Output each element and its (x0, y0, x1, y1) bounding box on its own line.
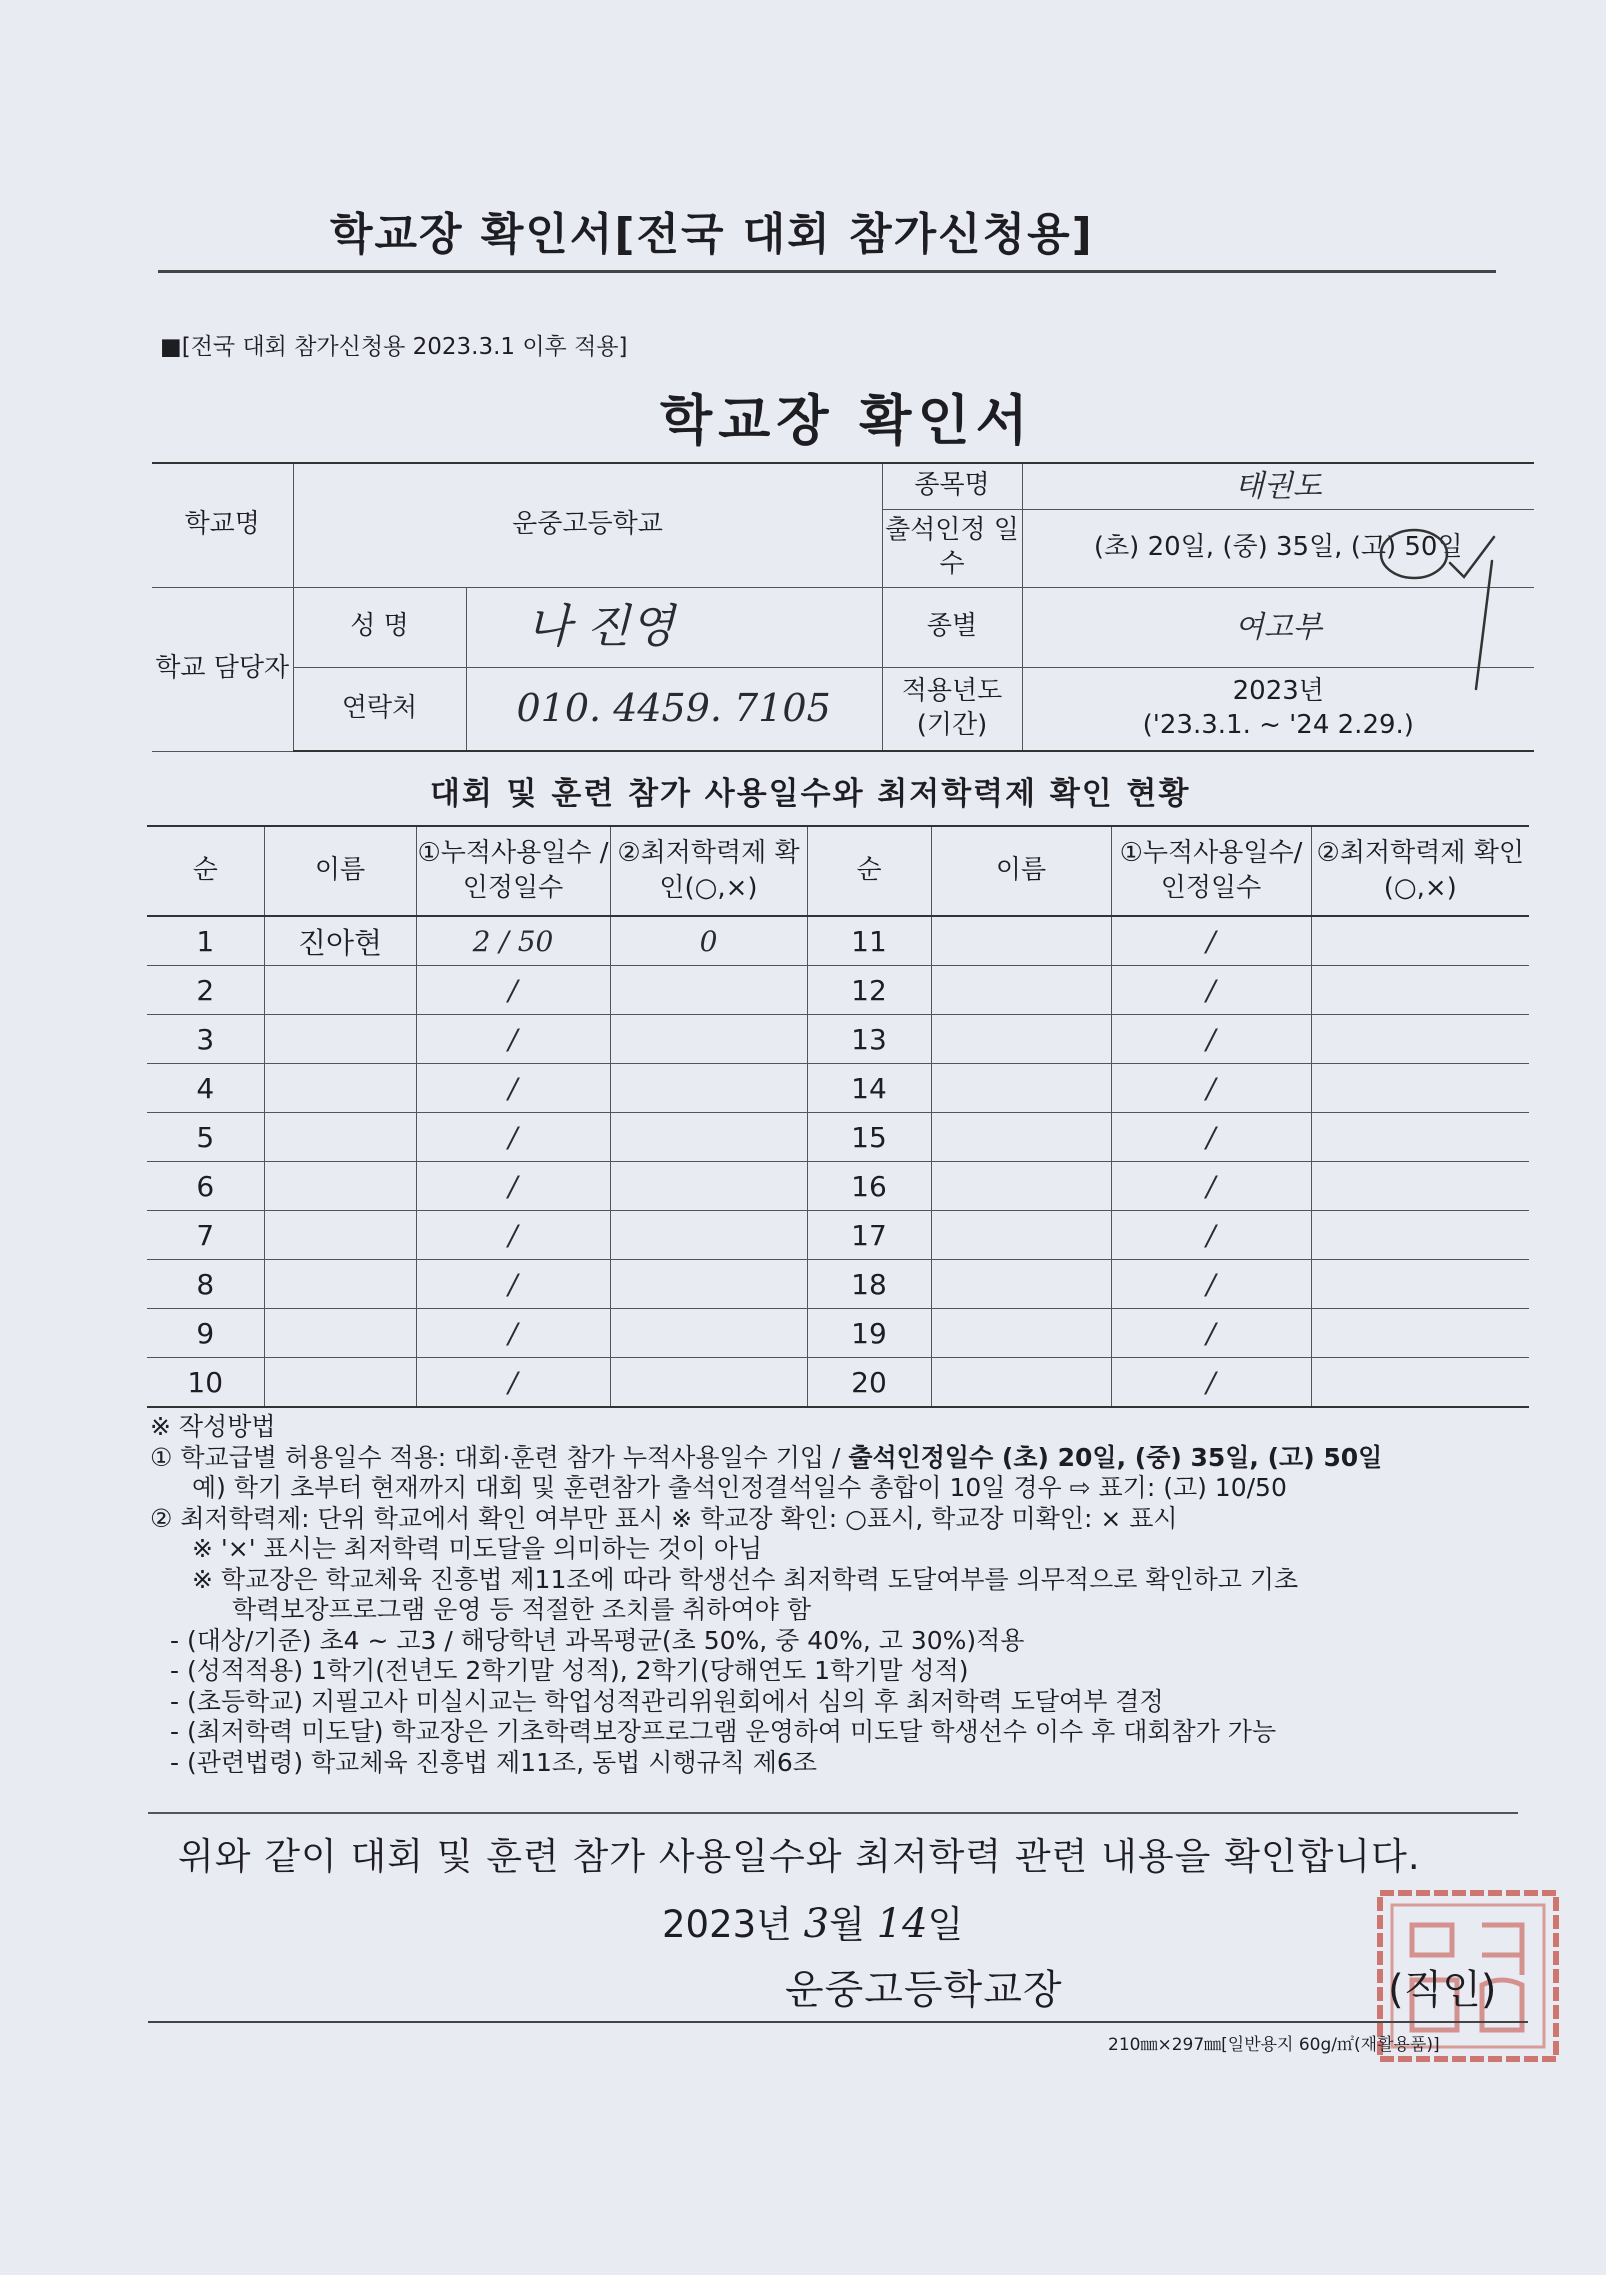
instruction-bullet-3: - (초등학교) 지필고사 미실시교는 학업성적관리위원회에서 심의 후 최저학력 도달여부 결정 (170, 1686, 1164, 1716)
row-days-2: / (1111, 1211, 1311, 1260)
row-check-2 (1311, 1309, 1529, 1358)
instructions (150, 1412, 1530, 1778)
row-days-2: / (1111, 1358, 1311, 1408)
row-name (264, 1309, 416, 1358)
header-no-2: 순 (807, 826, 931, 916)
row-name-2 (931, 1162, 1111, 1211)
row-name-2 (931, 966, 1111, 1015)
row-check (610, 1015, 807, 1064)
row-name (264, 1260, 416, 1309)
table-row (147, 1211, 1529, 1260)
table-row (147, 1358, 1529, 1408)
header-name: 이름 (264, 826, 416, 916)
top-divider (158, 270, 1496, 273)
staff-name-label: 성 명 (293, 587, 466, 667)
row-days: / (416, 1162, 610, 1211)
period-value: ('23.3.1. ~ '24 2.29.) (1142, 709, 1414, 740)
row-no: 9 (147, 1309, 264, 1358)
instruction-bullet-5: - (관련법령) 학교체육 진흥법 제11조, 동법 시행규칙 제6조 (170, 1747, 817, 1777)
row-name-2 (931, 1211, 1111, 1260)
instruction-note-2a: ※ 학교장은 학교체육 진흥법 제11조에 따라 학생선수 최저학력 도달여부를 의무적으로 확인하고 기초 (192, 1564, 1299, 1594)
event-label: 종목명 (882, 463, 1022, 509)
year-value: 2023년 (1232, 675, 1324, 706)
records-table (147, 825, 1529, 1408)
notice-line: ■[전국 대회 참가신청용 2023.3.1 이후 적용] (160, 334, 628, 360)
row-days-2: / (1111, 1064, 1311, 1113)
row-name: 진아현 (264, 916, 416, 966)
row-check-2 (1311, 1113, 1529, 1162)
row-no-2: 13 (807, 1015, 931, 1064)
row-no: 2 (147, 966, 264, 1015)
date-day-unit: 일 (927, 1903, 964, 1946)
instruction-bullet-2: - (성적적용) 1학기(전년도 2학기말 성적), 2학기(당해연도 1학기말 성적) (170, 1656, 969, 1685)
instruction-item-1-text: ① 학교급별 허용일수 적용: 대회·훈련 참가 누적사용일수 기입 / (150, 1442, 849, 1472)
row-no: 3 (147, 1015, 264, 1064)
row-no: 7 (147, 1211, 264, 1260)
records-body (147, 916, 1529, 1407)
row-name-2 (931, 1358, 1111, 1408)
row-days: / (416, 1015, 610, 1064)
row-check (610, 1211, 807, 1260)
row-name (264, 1113, 416, 1162)
row-check (610, 1162, 807, 1211)
date-day: 14 (876, 1901, 928, 1947)
top-title: 학교장 확인서[전국 대회 참가신청용] (330, 209, 1094, 260)
row-name-2 (931, 916, 1111, 966)
row-no-2: 18 (807, 1260, 931, 1309)
row-name (264, 1015, 416, 1064)
instruction-item-2: ② 최저학력제: 단위 학교에서 확인 여부만 표시 ※ 학교장 확인: ○표시, 학교장 미확인: × 표시 (150, 1503, 1178, 1533)
row-check-2 (1311, 1015, 1529, 1064)
table-row (147, 1162, 1529, 1211)
row-name-2 (931, 1309, 1111, 1358)
row-check-2 (1311, 916, 1529, 966)
row-no-2: 16 (807, 1162, 931, 1211)
instruction-bullet-1: - (대상/기준) 초4 ~ 고3 / 해당학년 과목평균(초 50%, 중 40%, 고 30%)적용 (170, 1625, 1025, 1655)
row-check (610, 1309, 807, 1358)
table-row (147, 1015, 1529, 1064)
attendance-value: (초) 20일, (중) 35일, (고) 50일 (1022, 509, 1534, 587)
staff-name-value: 나 진영 (466, 587, 882, 667)
row-no: 8 (147, 1260, 264, 1309)
header-name-2: 이름 (931, 826, 1111, 916)
row-name (264, 1211, 416, 1260)
row-no-2: 19 (807, 1309, 931, 1358)
event-value: 태권도 (1022, 463, 1534, 509)
row-days: / (416, 1064, 610, 1113)
row-check (610, 1113, 807, 1162)
row-days-2: / (1111, 966, 1311, 1015)
school-name-label: 학교명 (152, 463, 293, 587)
table-row (147, 1113, 1529, 1162)
row-name-2 (931, 1113, 1111, 1162)
year-label: 적용년도 (기간) (882, 667, 1022, 751)
instructions-divider (148, 1812, 1518, 1814)
row-check (610, 1260, 807, 1309)
handwritten-circle-mark (1372, 527, 1508, 699)
staff-contact-value: 010. 4459. 7105 (466, 667, 882, 751)
row-name (264, 1162, 416, 1211)
row-no: 5 (147, 1113, 264, 1162)
seal-label: (직인) (1388, 1967, 1497, 2013)
footer-divider (148, 2021, 1528, 2023)
row-no-2: 11 (807, 916, 931, 966)
row-days: / (416, 1358, 610, 1408)
instruction-note-1: ※ '×' 표시는 최저학력 미도달을 의미하는 것이 아님 (192, 1534, 763, 1563)
header-check-2: ②최저학력제 확인(○,×) (1311, 826, 1529, 916)
staff-label: 학교 담당자 (152, 587, 293, 751)
row-name (264, 1064, 416, 1113)
row-check-2 (1311, 1162, 1529, 1211)
date-month-unit: 월 (829, 1903, 865, 1946)
row-no-2: 12 (807, 966, 931, 1015)
row-name-2 (931, 1260, 1111, 1309)
table-row (147, 1064, 1529, 1113)
row-days-2: / (1111, 916, 1311, 966)
instruction-item-1 (150, 1443, 1530, 1474)
row-days-2: / (1111, 1113, 1311, 1162)
row-check-2 (1311, 1211, 1529, 1260)
table-row (147, 966, 1529, 1015)
row-days: / (416, 1260, 610, 1309)
table-row (147, 1260, 1529, 1309)
paper-spec: 210㎜×297㎜[일반용지 60g/㎡(재활용품)] (1108, 2035, 1440, 2055)
row-days: 2 / 50 (416, 916, 610, 966)
category-value: 여고부 (1022, 587, 1534, 667)
row-check: 0 (610, 916, 807, 966)
row-name-2 (931, 1064, 1111, 1113)
header-check: ②최저학력제 확인(○,×) (610, 826, 807, 916)
row-no: 10 (147, 1358, 264, 1408)
school-name-value: 운중고등학교 (293, 463, 882, 587)
header-days: ①누적사용일수 /인정일수 (416, 826, 610, 916)
section-title: 대회 및 훈련 참가 사용일수와 최저학력제 확인 현황 (430, 776, 1191, 812)
row-check-2 (1311, 1064, 1529, 1113)
row-no-2: 14 (807, 1064, 931, 1113)
row-days: / (416, 1211, 610, 1260)
row-days-2: / (1111, 1162, 1311, 1211)
date-month: 3 (803, 1901, 830, 1947)
attendance-label: 출석인정 일수 (882, 509, 1022, 587)
row-no-2: 15 (807, 1113, 931, 1162)
document-title: 학교장 확인서 (660, 389, 1034, 452)
date-year: 2023년 (662, 1903, 792, 1946)
row-name-2 (931, 1015, 1111, 1064)
row-no-2: 20 (807, 1358, 931, 1408)
instructions-heading: ※ 작성방법 (150, 1412, 276, 1441)
instruction-item-1-bold: 출석인정일수 (초) 20일, (중) 35일, (고) 50일 (848, 1442, 1383, 1472)
row-name (264, 1358, 416, 1408)
instruction-bullet-4: - (최저학력 미도달) 학교장은 기초학력보장프로그램 운영하여 미도달 학생선수 이수 후 대회참가 가능 (170, 1717, 1277, 1746)
info-table (152, 462, 1534, 752)
row-days: / (416, 1309, 610, 1358)
table-row (147, 1309, 1529, 1358)
date-line (662, 1894, 963, 1948)
row-days: / (416, 1113, 610, 1162)
confirmation-text: 위와 같이 대회 및 훈련 참가 사용일수와 최저학력 관련 내용을 확인합니다. (178, 1835, 1421, 1878)
row-check-2 (1311, 1358, 1529, 1408)
row-no: 6 (147, 1162, 264, 1211)
instruction-note-2b: 학력보장프로그램 운영 등 적절한 조치를 취하여야 함 (232, 1595, 811, 1624)
instruction-example: 예) 학기 초부터 현재까지 대회 및 훈련참가 출석인정결석일수 총합이 10일 경우 ⇨ 표기: (고) 10/50 (192, 1473, 1287, 1502)
row-check (610, 966, 807, 1015)
category-label: 종별 (882, 587, 1022, 667)
principal-name: 운중고등학교장 (785, 1967, 1063, 2013)
row-days-2: / (1111, 1260, 1311, 1309)
row-check-2 (1311, 966, 1529, 1015)
row-check (610, 1064, 807, 1113)
row-check-2 (1311, 1260, 1529, 1309)
table-row (147, 916, 1529, 966)
header-no: 순 (147, 826, 264, 916)
row-no: 4 (147, 1064, 264, 1113)
staff-contact-label: 연락처 (293, 667, 466, 751)
row-no-2: 17 (807, 1211, 931, 1260)
header-days-2: ①누적사용일수/ 인정일수 (1111, 826, 1311, 916)
row-days-2: / (1111, 1309, 1311, 1358)
row-check (610, 1358, 807, 1408)
row-no: 1 (147, 916, 264, 966)
row-days: / (416, 966, 610, 1015)
row-name (264, 966, 416, 1015)
row-days-2: / (1111, 1015, 1311, 1064)
